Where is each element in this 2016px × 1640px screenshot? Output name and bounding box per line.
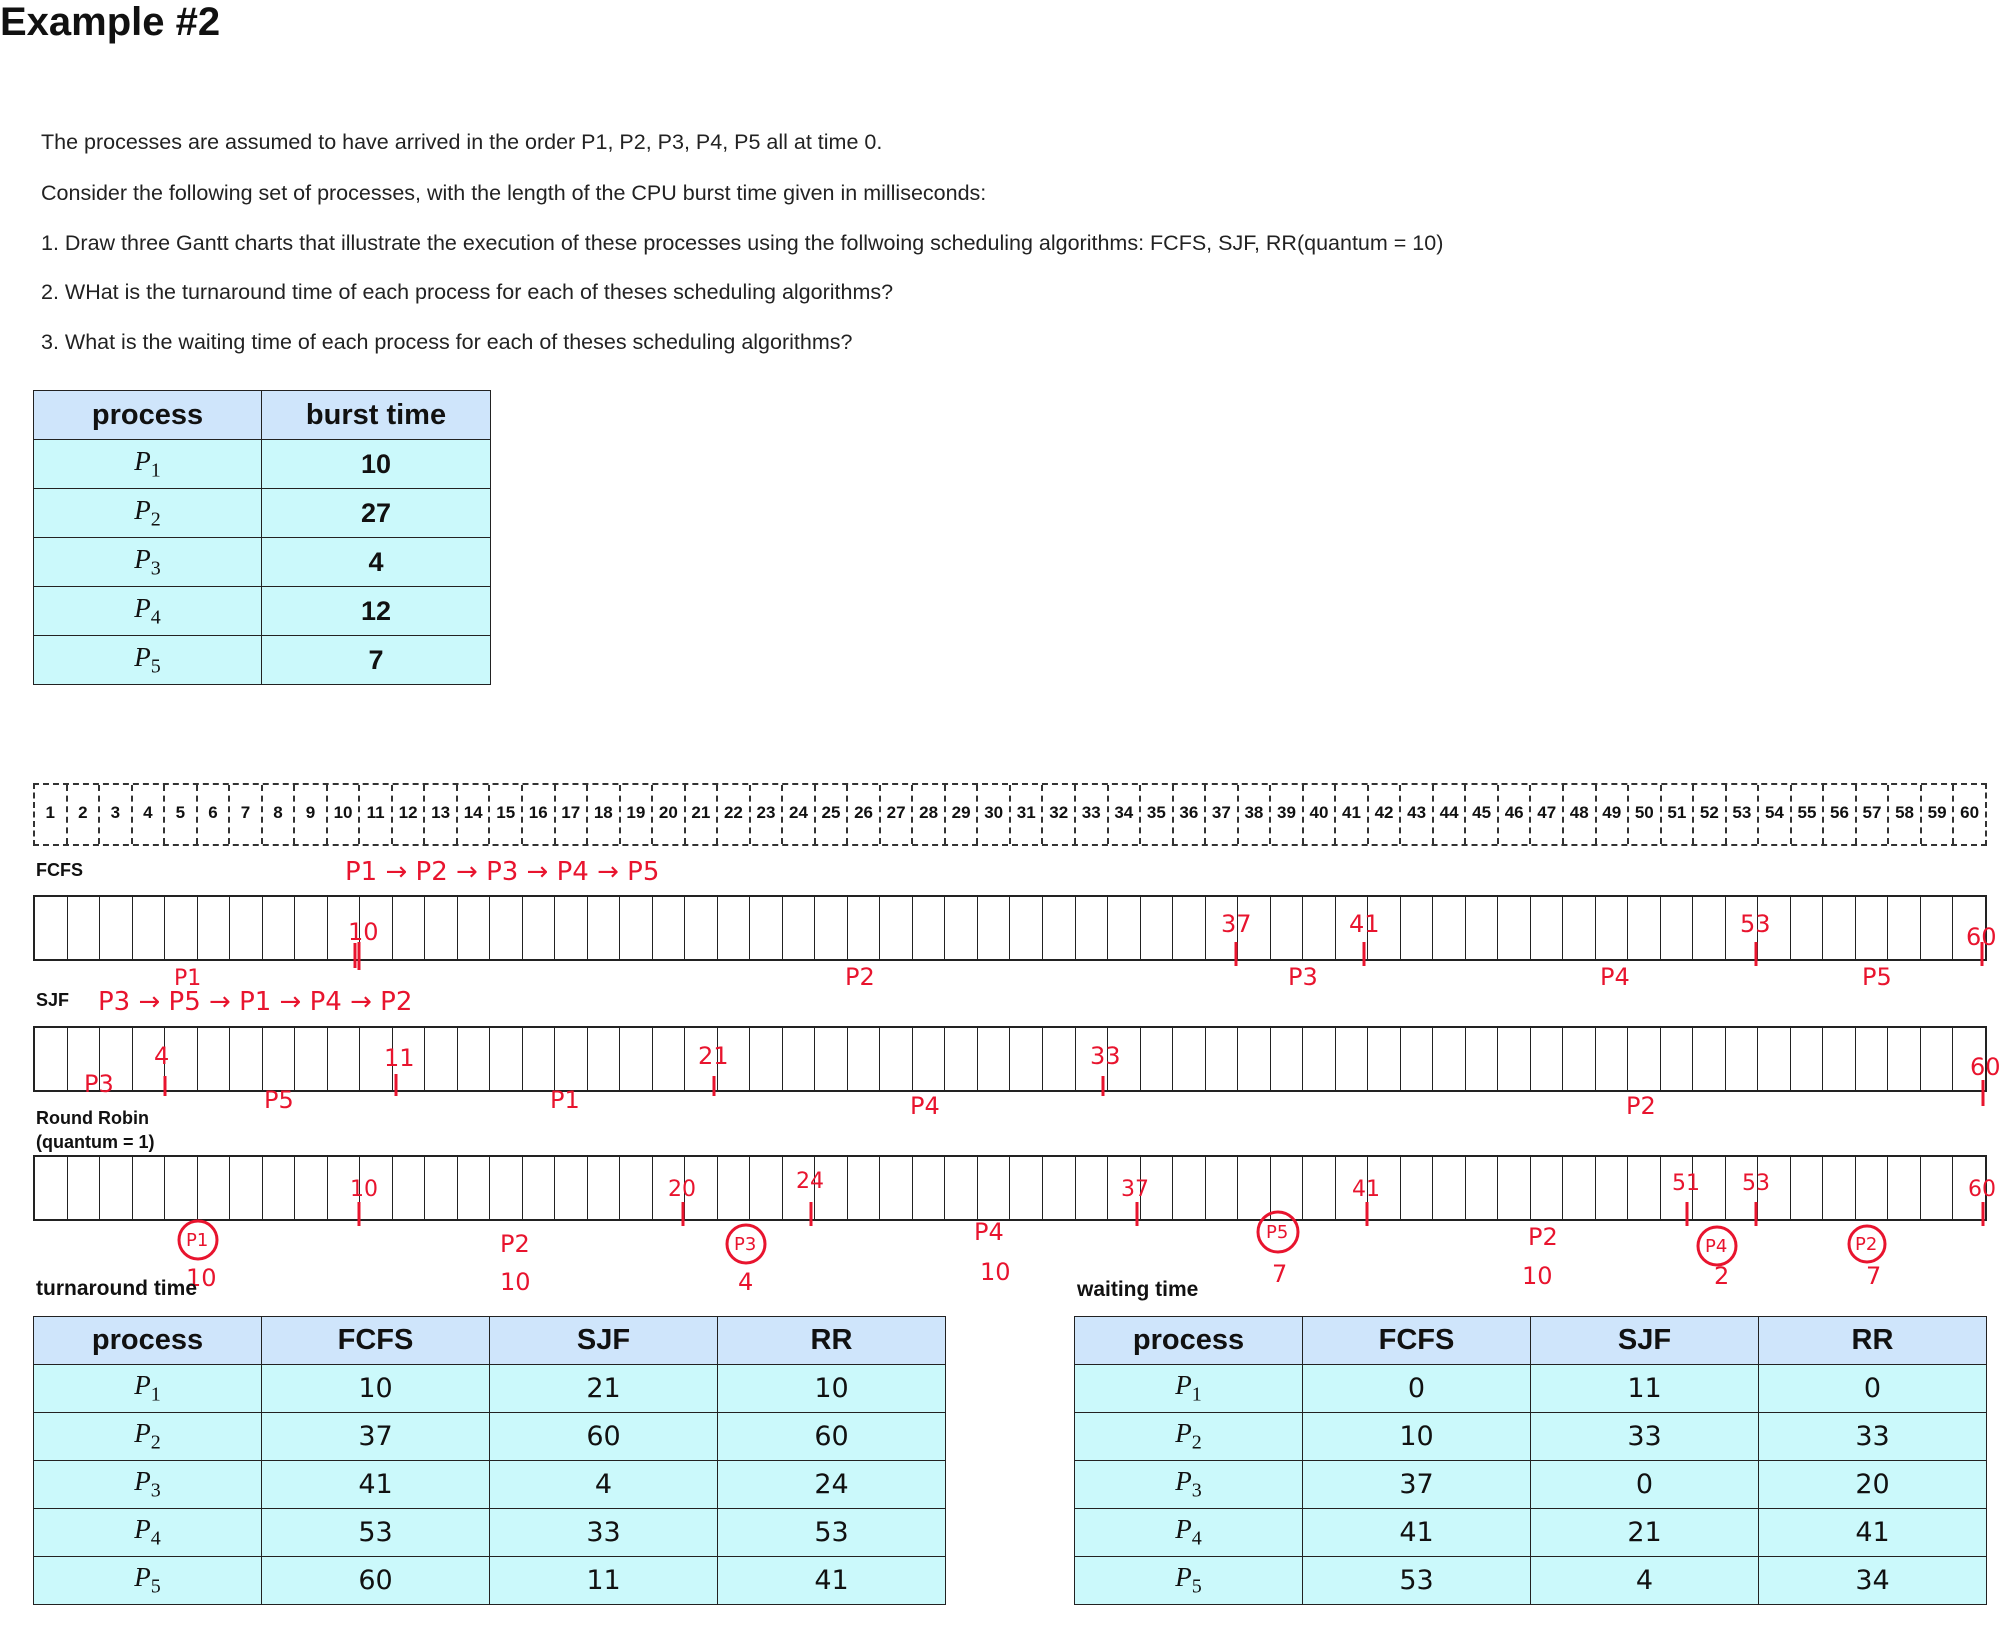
sjf-cell: 4 — [1531, 1557, 1759, 1605]
fcfs-cell: 10 — [262, 1365, 490, 1413]
process-cell: $P_4$ — [1075, 1509, 1303, 1557]
rr-proc: P2 — [500, 1230, 530, 1258]
timeline-tick: 32 — [1043, 785, 1076, 844]
rr-circled-proc: P4 — [1705, 1236, 1728, 1257]
timeline-tick: 25 — [816, 785, 849, 844]
process-cell: $P_2$ — [34, 1413, 262, 1461]
header-process: process — [1075, 1317, 1303, 1365]
rr-label-line2: (quantum = 1) — [36, 1132, 155, 1152]
process-cell: $P_1$ — [1075, 1365, 1303, 1413]
rr-mark: 37 — [1121, 1177, 1149, 1202]
timeline-tick: 41 — [1336, 785, 1369, 844]
timeline-tick: 2 — [68, 785, 101, 844]
timeline-tick: 52 — [1694, 785, 1727, 844]
timeline-tick: 46 — [1499, 785, 1532, 844]
table-row — [34, 1365, 946, 1413]
timeline-tick: 28 — [913, 785, 946, 844]
fcfs-proc: P3 — [1288, 963, 1318, 991]
timeline-tick: 40 — [1304, 785, 1337, 844]
rr-circled-procs — [186, 1222, 1877, 1257]
rr-circled-proc: P5 — [1266, 1222, 1289, 1243]
table-row — [34, 1509, 946, 1557]
process-cell: $P_4$ — [34, 1509, 262, 1557]
sjf-cell: 0 — [1531, 1461, 1759, 1509]
sjf-proc: P5 — [264, 1086, 294, 1114]
fcfs-cell: 41 — [262, 1461, 490, 1509]
process-cell: $P_1$ — [34, 440, 262, 489]
rr-num: 2 — [1714, 1262, 1730, 1290]
header-process: process — [34, 1317, 262, 1365]
sjf-order-note: P3 → P5 → P1 → P4 → P2 — [98, 987, 413, 1017]
rr-circled-proc: P1 — [186, 1230, 209, 1251]
fcfs-cell: 37 — [1303, 1461, 1531, 1509]
fcfs-order-note: P1 → P2 → P3 → P4 → P5 — [345, 857, 660, 887]
sjf-cell: 11 — [490, 1557, 718, 1605]
table-row — [1075, 1557, 1987, 1605]
timeline-tick: 4 — [133, 785, 166, 844]
fcfs-mark: 37 — [1221, 910, 1252, 938]
paragraph-question-3: 3. What is the waiting time of each process for each of theses scheduling algorithms? — [41, 330, 853, 354]
header-sjf: SJF — [1531, 1317, 1759, 1365]
timeline-tick: 16 — [523, 785, 556, 844]
sjf-mark: 4 — [154, 1042, 170, 1070]
header-sjf: SJF — [490, 1317, 718, 1365]
timeline-tick: 34 — [1109, 785, 1142, 844]
timeline-tick: 39 — [1271, 785, 1304, 844]
rr-cell: 34 — [1759, 1557, 1987, 1605]
timeline-tick: 60 — [1960, 803, 1980, 822]
sjf-mark: 60 — [1970, 1053, 2001, 1081]
rr-proc: P2 — [1528, 1223, 1558, 1251]
sjf-cell: 33 — [490, 1509, 718, 1557]
timeline-tick: 15 — [490, 785, 523, 844]
timeline-tick: 30 — [978, 785, 1011, 844]
timeline-tick: 54 — [1759, 785, 1792, 844]
sjf-label: SJF — [36, 990, 70, 1010]
rr-num: 10 — [500, 1268, 531, 1296]
fcfs-proc: P4 — [1600, 963, 1630, 991]
rr-num: 4 — [738, 1268, 754, 1296]
timeline-tick: 35 — [1141, 785, 1174, 844]
process-cell: $P_4$ — [34, 587, 262, 636]
sjf-cell: 11 — [1531, 1365, 1759, 1413]
timeline-tick: 44 — [1434, 785, 1467, 844]
fcfs-marks — [348, 910, 1997, 991]
timeline-tick: 20 — [653, 785, 686, 844]
rr-cell: 0 — [1759, 1365, 1987, 1413]
timeline-tick: 5 — [165, 785, 198, 844]
timeline-tick: 29 — [946, 785, 979, 844]
timeline-tick: 23 — [751, 785, 784, 844]
sjf-marks — [84, 1042, 2001, 1120]
fcfs-proc: P5 — [1862, 963, 1892, 991]
rr-num: 10 — [1522, 1262, 1553, 1290]
timeline-tick: 47 — [1531, 785, 1564, 844]
timeline-tick: 36 — [1174, 785, 1207, 844]
process-cell: $P_5$ — [34, 1557, 262, 1605]
timeline-tick: 33 — [1076, 785, 1109, 844]
sjf-proc: P1 — [550, 1086, 580, 1114]
rr-cell: 10 — [718, 1365, 946, 1413]
timeline-tick: 1 — [35, 785, 68, 844]
rr-mark: 60 — [1968, 1177, 1996, 1202]
timeline-tick: 37 — [1206, 785, 1239, 844]
sjf-p1-note: P1 — [174, 966, 202, 991]
burst-cell: 27 — [262, 489, 491, 538]
rr-mark: 51 — [1672, 1171, 1700, 1196]
timeline-tick: 7 — [230, 785, 263, 844]
rr-label-line1: Round Robin — [36, 1108, 149, 1128]
timeline-tick: 9 — [295, 785, 328, 844]
fcfs-mark: 60 — [1966, 923, 1997, 951]
timeline-tick: 48 — [1564, 785, 1597, 844]
table-row — [34, 1413, 946, 1461]
sjf-cell: 21 — [1531, 1509, 1759, 1557]
timeline-tick: 8 — [263, 785, 296, 844]
fcfs-cell: 53 — [1303, 1557, 1531, 1605]
page-title: Example #2 — [0, 0, 221, 44]
fcfs-cell: 10 — [1303, 1413, 1531, 1461]
timeline-tick: 45 — [1466, 785, 1499, 844]
sjf-cell: 4 — [490, 1461, 718, 1509]
rr-marks — [350, 1169, 1996, 1202]
fcfs-cell: 60 — [262, 1557, 490, 1605]
rr-num: 7 — [1866, 1262, 1882, 1290]
rr-cell: 53 — [718, 1509, 946, 1557]
timeline-tick: 42 — [1369, 785, 1402, 844]
table-row — [1075, 1413, 1987, 1461]
rr-cell: 41 — [1759, 1509, 1987, 1557]
timeline-tick: 13 — [425, 785, 458, 844]
rr-cell: 20 — [1759, 1461, 1987, 1509]
sjf-cell: 33 — [1531, 1413, 1759, 1461]
paragraph-question-1: 1. Draw three Gantt charts that illustrate the execution of these processes using the follwoing scheduling algorithms: FCFS, SJF, RR(quantum = 10) — [41, 231, 1444, 255]
mark-strokes — [165, 942, 1983, 1265]
timeline-tick: 10 — [328, 785, 361, 844]
table-row — [1075, 1365, 1987, 1413]
rr-num: 10 — [980, 1258, 1011, 1286]
rr-procs — [500, 1218, 1558, 1258]
burst-cell: 10 — [262, 440, 491, 489]
rr-mark: 24 — [796, 1169, 824, 1194]
timeline-tick: 6 — [198, 785, 231, 844]
timeline-tick: 53 — [1727, 785, 1760, 844]
fcfs-cell: 53 — [262, 1509, 490, 1557]
timeline-tick: 56 — [1824, 785, 1857, 844]
paragraph-consider: Consider the following set of processes, with the length of the CPU burst time given in milliseconds: — [41, 181, 987, 205]
table-row — [34, 1557, 946, 1605]
timeline-tick: 59 — [1922, 785, 1955, 844]
timeline-tick: 58 — [1889, 785, 1922, 844]
fcfs-proc: P2 — [845, 963, 875, 991]
rr-cell: 24 — [718, 1461, 946, 1509]
rr-circled-proc: P2 — [1855, 1234, 1878, 1255]
rr-cell: 41 — [718, 1557, 946, 1605]
table-row — [34, 1461, 946, 1509]
rr-num: 10 — [186, 1264, 217, 1292]
fcfs-cell: 37 — [262, 1413, 490, 1461]
waiting-table — [1074, 1316, 1987, 1605]
timeline-tick: 21 — [686, 785, 719, 844]
sjf-mark: 11 — [384, 1044, 415, 1072]
timeline-tick: 19 — [621, 785, 654, 844]
sjf-cell: 21 — [490, 1365, 718, 1413]
rr-circled-proc: P3 — [734, 1234, 757, 1255]
fcfs-mark: 53 — [1740, 910, 1771, 938]
timeline-tick: 11 — [360, 785, 393, 844]
header-fcfs: FCFS — [1303, 1317, 1531, 1365]
header-rr: RR — [1759, 1317, 1987, 1365]
rr-mark: 41 — [1352, 1177, 1380, 1202]
sjf-proc: P2 — [1626, 1092, 1656, 1120]
table-row — [1075, 1461, 1987, 1509]
timeline-tick: 26 — [848, 785, 881, 844]
table-row — [1075, 1509, 1987, 1557]
header-process: process — [34, 391, 262, 440]
process-cell: $P_5$ — [34, 636, 262, 685]
turnaround-table — [33, 1316, 946, 1605]
timeline-tick: 57 — [1857, 785, 1890, 844]
sjf-cell: 60 — [490, 1413, 718, 1461]
fcfs-cell: 0 — [1303, 1365, 1531, 1413]
timeline-tick: 17 — [556, 785, 589, 844]
process-cell: $P_5$ — [1075, 1557, 1303, 1605]
rr-mark: 10 — [350, 1177, 378, 1202]
paragraph-question-2: 2. WHat is the turnaround time of each process for each of theses scheduling algorithms? — [41, 280, 894, 304]
burst-cell: 7 — [262, 636, 491, 685]
timeline-tick: 43 — [1401, 785, 1434, 844]
timeline-tick: 18 — [588, 785, 621, 844]
rr-cell: 33 — [1759, 1413, 1987, 1461]
sjf-mark: 21 — [698, 1042, 729, 1070]
timeline-tick: 14 — [458, 785, 491, 844]
timeline-tick: 27 — [881, 785, 914, 844]
fcfs-mark: 41 — [1349, 910, 1380, 938]
paragraph-arrival: The processes are assumed to have arrived in the order P1, P2, P3, P4, P5 all at time 0. — [41, 130, 883, 154]
turnaround-label: turnaround time — [36, 1277, 197, 1300]
fcfs-label: FCFS — [36, 860, 83, 880]
header-burst-time: burst time — [262, 391, 491, 440]
timeline-tick: 38 — [1239, 785, 1272, 844]
timeline-tick: 24 — [783, 785, 816, 844]
process-cell: $P_2$ — [1075, 1413, 1303, 1461]
sjf-mark: 33 — [1090, 1042, 1121, 1070]
waiting-label: waiting time — [1077, 1278, 1199, 1301]
timeline-tick: 22 — [718, 785, 751, 844]
timeline-tick: 55 — [1792, 785, 1825, 844]
rr-num: 7 — [1272, 1260, 1288, 1288]
process-cell: $P_2$ — [34, 489, 262, 538]
fcfs-cell: 41 — [1303, 1509, 1531, 1557]
rr-mark: 53 — [1742, 1171, 1770, 1196]
timeline-tick: 51 — [1662, 785, 1695, 844]
process-cell: $P_3$ — [1075, 1461, 1303, 1509]
process-cell: $P_3$ — [34, 538, 262, 587]
timeline-tick: 31 — [1011, 785, 1044, 844]
timeline-tick: 49 — [1597, 785, 1630, 844]
rr-mark: 20 — [668, 1177, 696, 1202]
process-cell: $P_3$ — [34, 1461, 262, 1509]
rr-proc: P4 — [974, 1218, 1004, 1246]
fcfs-mark: 10 — [348, 918, 379, 946]
process-cell: $P_1$ — [34, 1365, 262, 1413]
rr-cell: 60 — [718, 1413, 946, 1461]
sjf-proc: P4 — [910, 1092, 940, 1120]
header-rr: RR — [718, 1317, 946, 1365]
burst-cell: 12 — [262, 587, 491, 636]
timeline-tick: 3 — [100, 785, 133, 844]
timeline-tick: 50 — [1629, 785, 1662, 844]
rr-nums — [186, 1258, 1881, 1296]
burst-cell: 4 — [262, 538, 491, 587]
header-fcfs: FCFS — [262, 1317, 490, 1365]
timeline-tick: 12 — [393, 785, 426, 844]
sjf-proc: P3 — [84, 1070, 114, 1098]
